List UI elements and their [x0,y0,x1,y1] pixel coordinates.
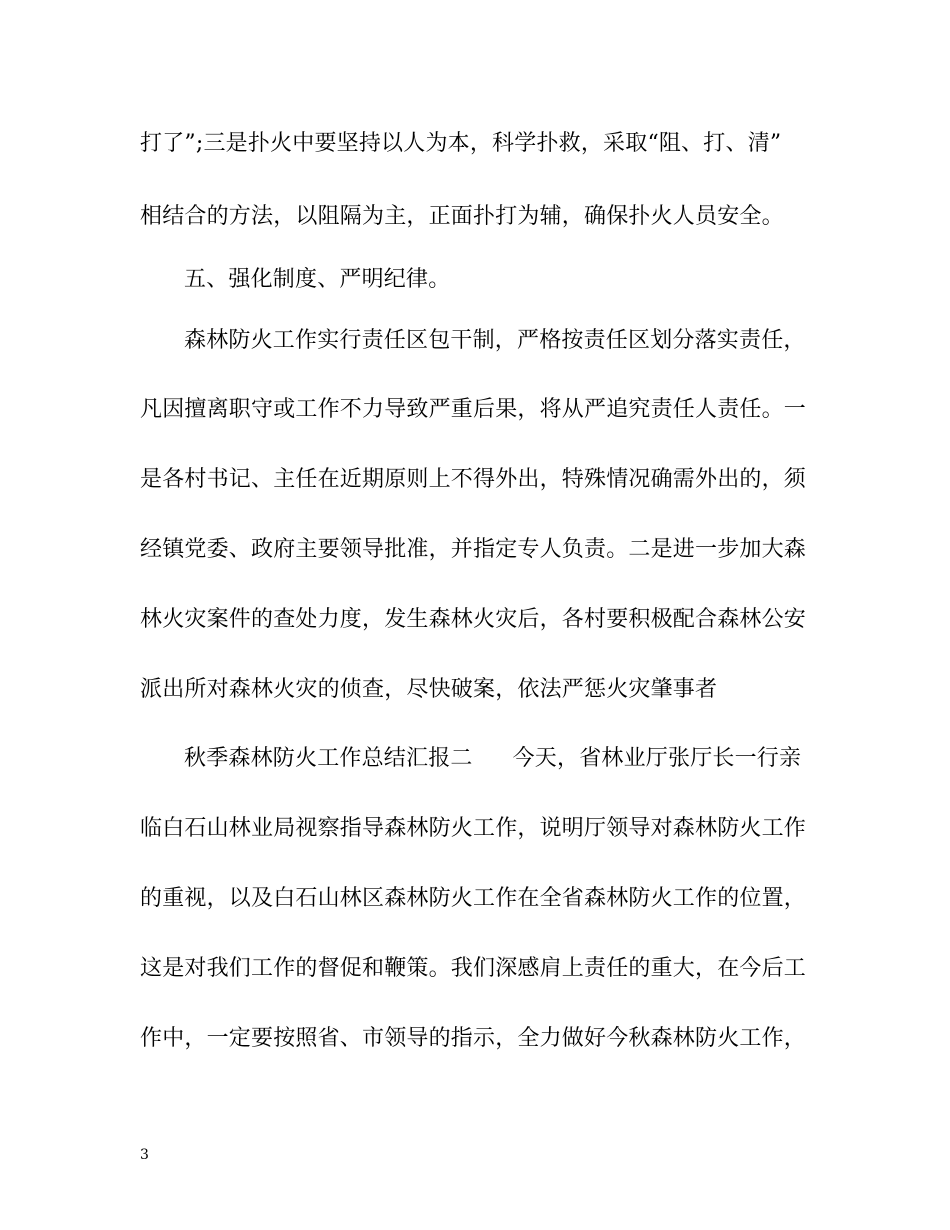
text-line: 凡因擅离职守或工作不力导致严重后果，将从严追究责任人责任。一 [140,397,807,422]
text-line: 作中，一定要按照省、市领导的指示，全力做好今秋森林防火工作， [140,1026,807,1051]
text-line: 森林防火工作实行责任区包干制，严格按责任区划分落实责任， [184,328,806,353]
text-line: 相结合的方法，以阻隔为主，正面扑打为辅，确保扑火人员安全。 [140,204,784,229]
report-title-line [184,744,856,774]
text-line: 是各村书记、主任在近期原则上不得外出，特殊情况确需外出的，须 [140,467,807,492]
report-opening-text: 今天，省林业厅张厅长一行亲 [512,746,802,771]
text-line: 这是对我们工作的督促和鞭策。我们深感肩上责任的重大，在今后工 [140,956,807,981]
section-heading: 五、强化制度、严明纪律。 [184,267,451,292]
text-line: 打了”;三是扑火中要坚持以人为本，科学扑救，采取“阻、打、清” [140,131,782,156]
text-line: 经镇党委、政府主要领导批准，并指定专人负责。二是进一步加大森 [140,537,807,562]
text-line: 林火灾案件的查处力度，发生森林火灾后，各村要积极配合森林公安 [140,607,807,632]
text-line: 的重视，以及白石山林区森林防火工作在全省森林防火工作的位置， [140,886,807,911]
text-line: 临白石山林业局视察指导森林防火工作，说明厅领导对森林防火工作 [140,816,807,841]
text-line: 派出所对森林火灾的侦查，尽快破案，依法严惩火灾肇事者 [140,677,718,702]
report-title: 秋季森林防火工作总结汇报二 [184,746,473,771]
page-number: 3 [140,1147,149,1163]
